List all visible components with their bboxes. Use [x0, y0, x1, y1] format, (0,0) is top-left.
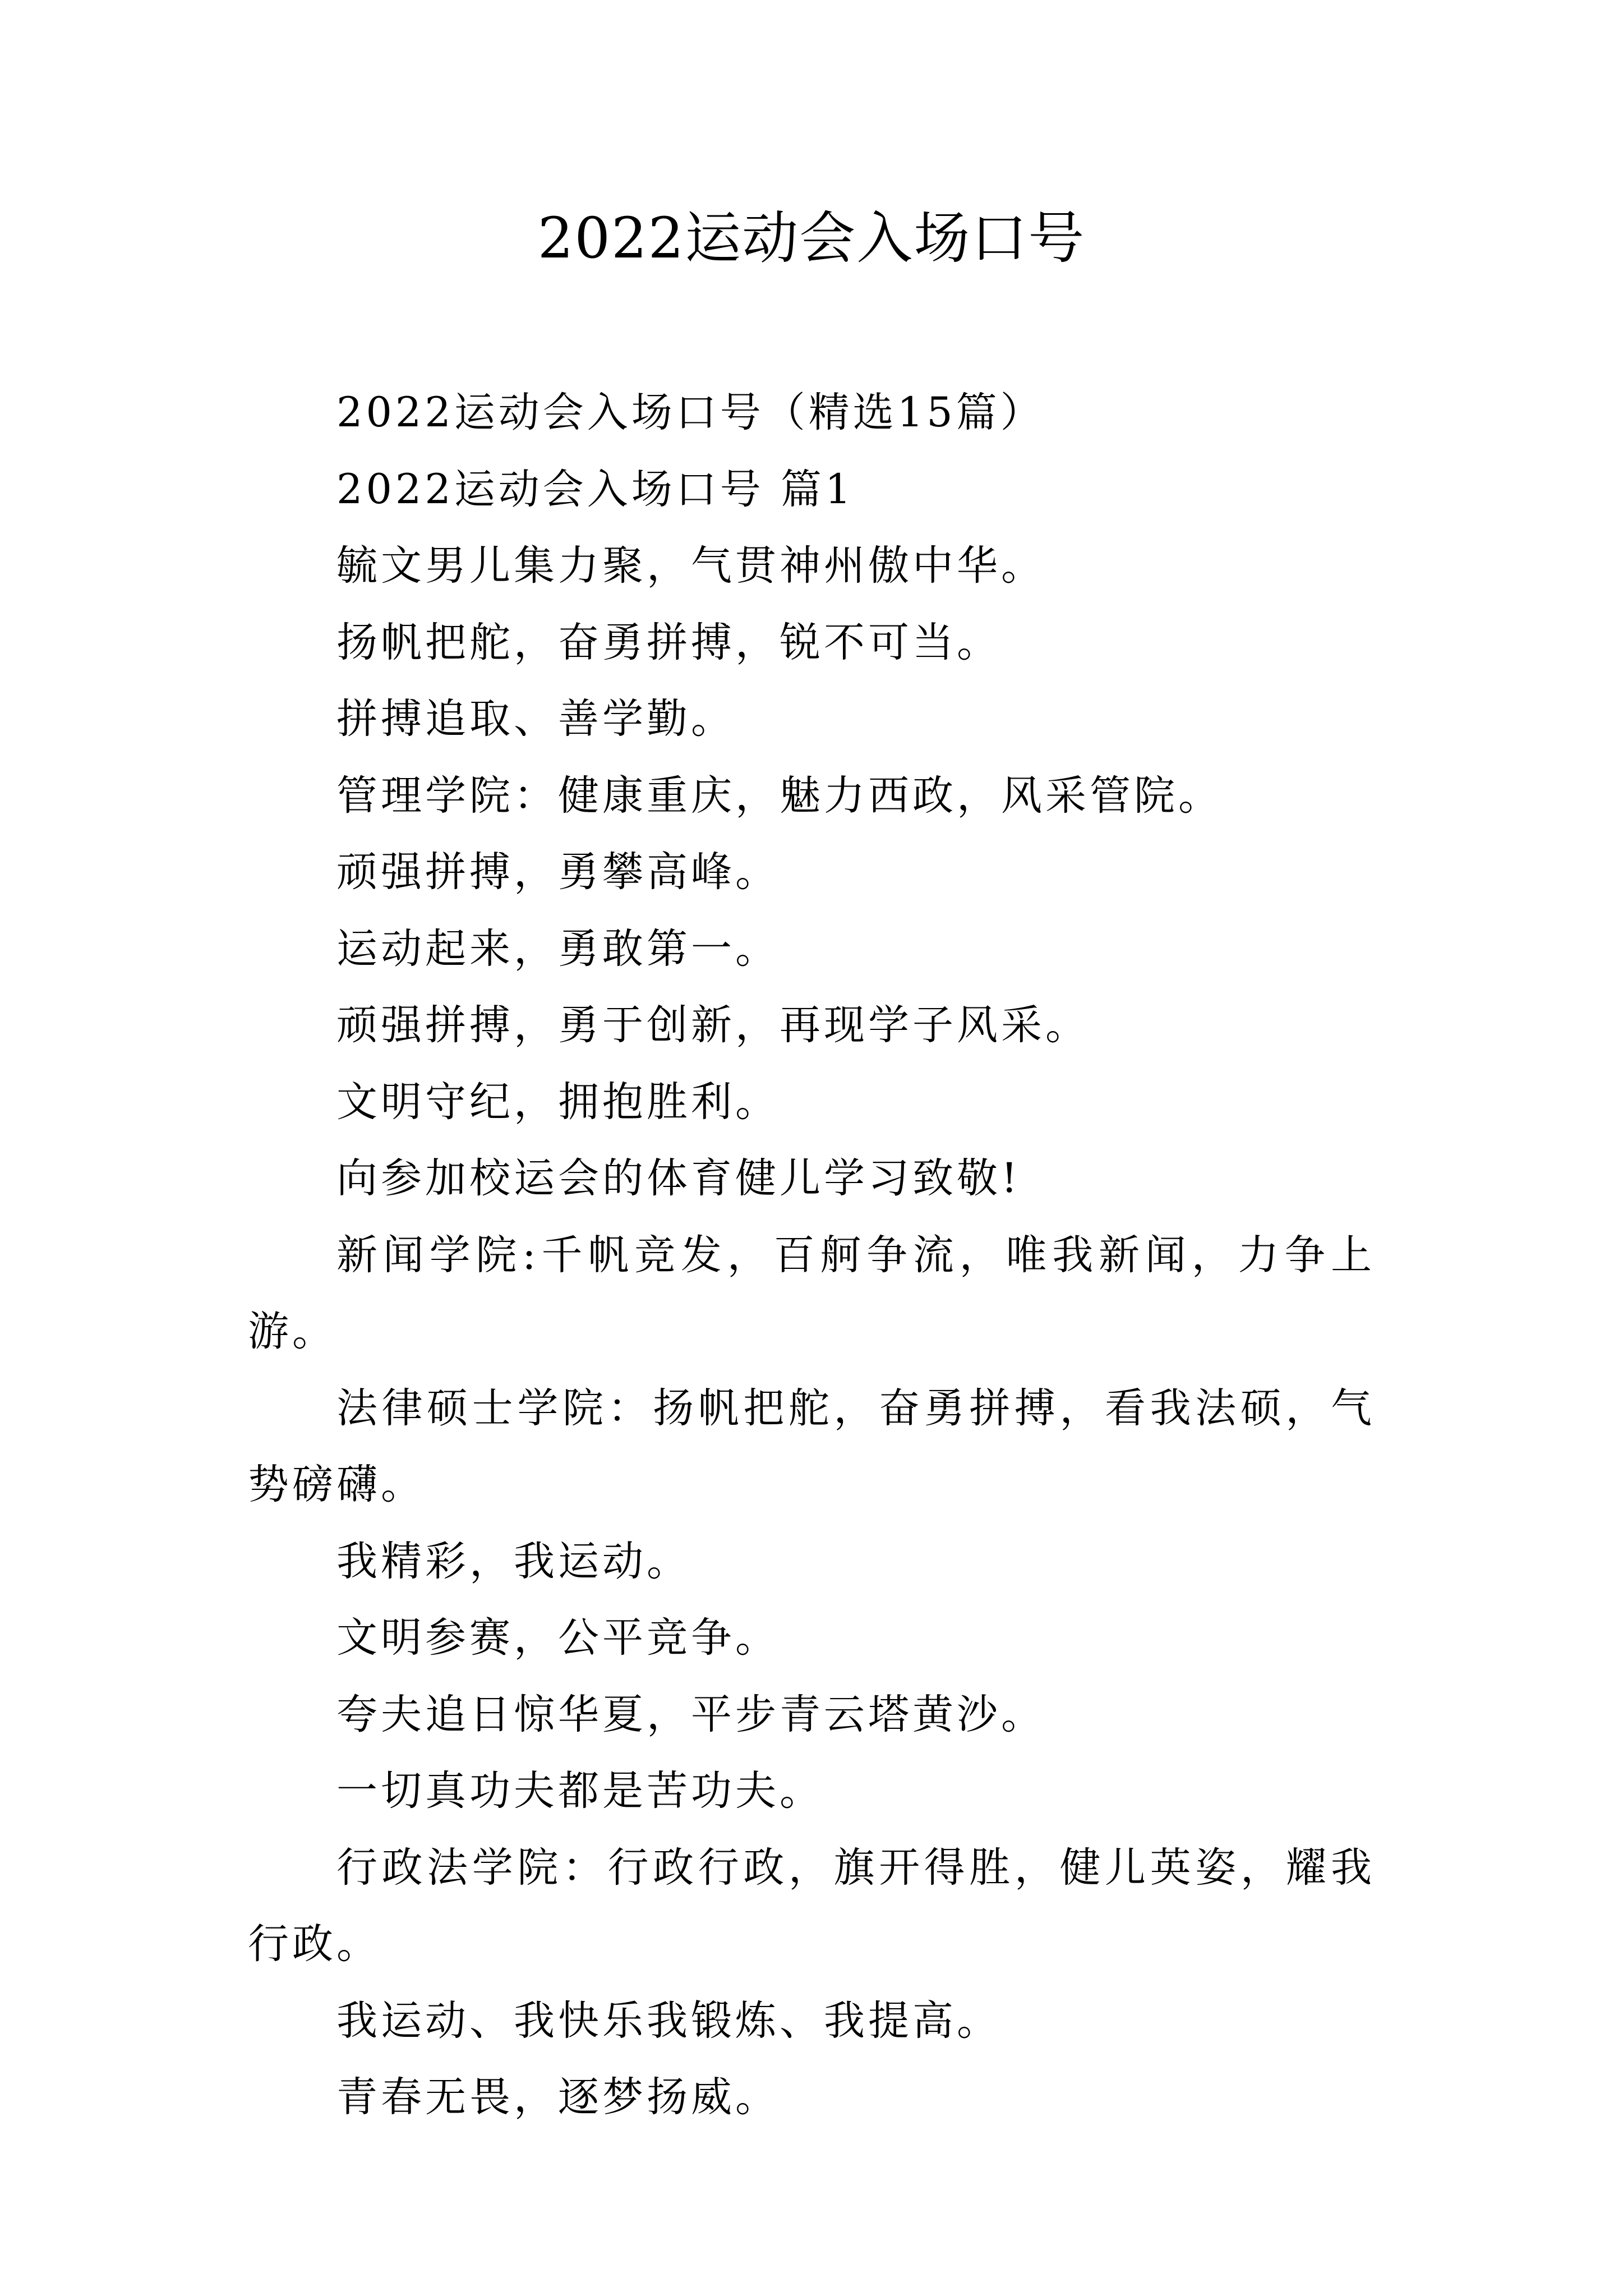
paragraph: 顽强拼搏，勇攀高峰。: [336, 848, 780, 896]
paragraph: 新闻学院:千帆竞发，百舸争流，唯我新闻，力争上游。: [248, 1231, 1375, 1355]
paragraph-subtitle: 2022运动会入场口号（精选15篇）: [336, 389, 1045, 436]
paragraph: 法律硕士学院：扬帆把舵，奋勇拼搏，看我法硕，气势磅礴。: [248, 1384, 1375, 1508]
paragraph: 文明参赛，公平竞争。: [336, 1614, 780, 1662]
paragraph: 青春无畏，逐梦扬威。: [336, 2073, 780, 2121]
paragraph: 我精彩，我运动。: [336, 1537, 691, 1585]
paragraph-section-heading: 2022运动会入场口号 篇1: [336, 465, 855, 513]
paragraph: 夸夫追日惊华夏，平步青云塔黄沙。: [336, 1690, 1045, 1738]
paragraph: 行政法学院：行政行政，旗开得胜，健儿英姿，耀我行政。: [248, 1843, 1375, 1968]
paragraph: 运动起来，勇敢第一。: [336, 924, 780, 973]
paragraph: 扬帆把舵，奋勇拼搏，锐不可当。: [336, 618, 1001, 666]
paragraph: 一切真功夫都是苦功夫。: [336, 1767, 824, 1815]
paragraph: 管理学院：健康重庆，魅力西政，风采管院。: [336, 771, 1223, 820]
paragraph: 顽强拼搏，勇于创新，再现学子风采。: [336, 1001, 1090, 1049]
document-title: 2022运动会入场口号: [537, 205, 1086, 271]
document-body: [248, 375, 1375, 2136]
paragraph: 我运动、我快乐我锻炼、我提高。: [336, 1996, 1001, 2045]
paragraph: 向参加校运会的体育健儿学习致敬!: [336, 1154, 1021, 1202]
paragraph: 拼搏追取、善学勤。: [336, 695, 735, 743]
paragraph: 毓文男儿集力聚，气贯神州傲中华。: [336, 542, 1045, 590]
paragraph: 文明守纪，拥抱胜利。: [336, 1078, 780, 1126]
